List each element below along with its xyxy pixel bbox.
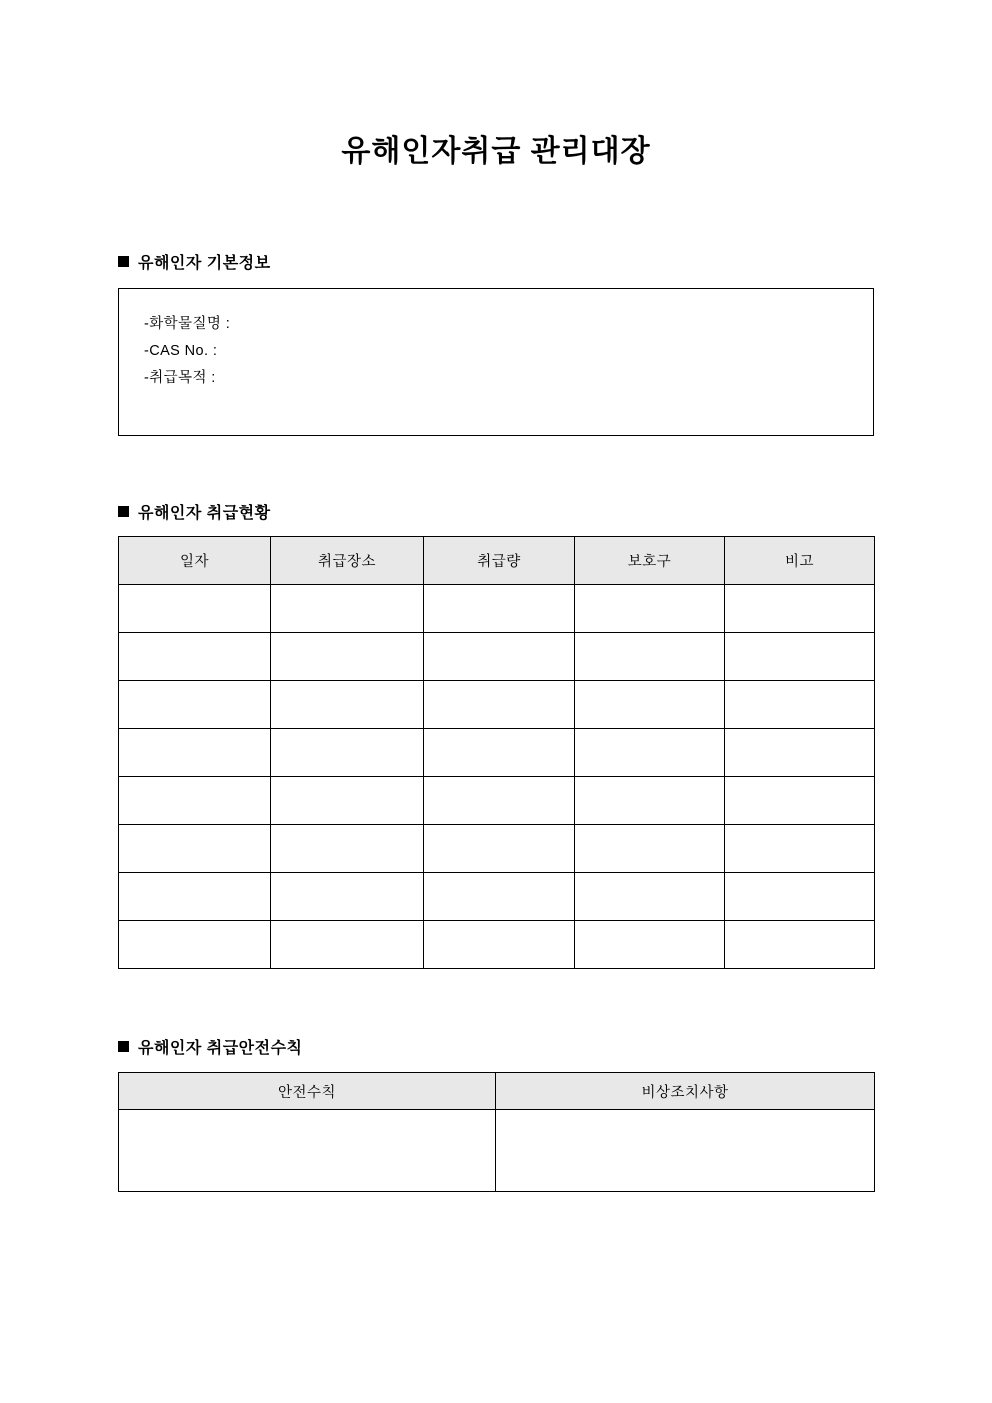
cell-place[interactable] — [271, 681, 424, 729]
cell-amount[interactable] — [424, 921, 575, 969]
table-header-row — [119, 1073, 875, 1110]
cell-ppe[interactable] — [575, 873, 725, 921]
square-bullet-icon — [118, 256, 129, 267]
table-row — [119, 825, 875, 873]
table-row — [119, 729, 875, 777]
cell-date[interactable] — [119, 873, 271, 921]
table-row — [119, 1110, 875, 1192]
cell-note[interactable] — [725, 825, 875, 873]
page-title: 유해인자취급 관리대장 — [341, 135, 651, 168]
table-row — [119, 681, 875, 729]
cell-note[interactable] — [725, 729, 875, 777]
cell-amount[interactable] — [424, 777, 575, 825]
cell-note[interactable] — [725, 921, 875, 969]
cell-place[interactable] — [271, 585, 424, 633]
cell-date[interactable] — [119, 921, 271, 969]
cell-date[interactable] — [119, 777, 271, 825]
basic-info-line-cas-no: -CAS No. : — [144, 343, 218, 359]
handling-status-table — [118, 536, 875, 969]
cell-amount[interactable] — [424, 633, 575, 681]
basic-info-box — [118, 288, 874, 436]
cell-date[interactable] — [119, 633, 271, 681]
square-bullet-icon — [118, 1041, 129, 1052]
cell-place[interactable] — [271, 873, 424, 921]
table-row — [119, 873, 875, 921]
table-row — [119, 633, 875, 681]
section-heading-label: 유해인자 취급현황 — [138, 505, 271, 522]
cell-place[interactable] — [271, 777, 424, 825]
cell-date[interactable] — [119, 729, 271, 777]
cell-amount[interactable] — [424, 825, 575, 873]
cell-amount[interactable] — [424, 681, 575, 729]
cell-ppe[interactable] — [575, 633, 725, 681]
cell-note[interactable] — [725, 873, 875, 921]
cell-ppe[interactable] — [575, 681, 725, 729]
section-heading-safety-rules — [118, 1035, 303, 1058]
column-header-place: 취급장소 — [271, 537, 424, 585]
safety-rules-table — [118, 1072, 875, 1192]
cell-place[interactable] — [271, 825, 424, 873]
cell-ppe[interactable] — [575, 585, 725, 633]
table-row — [119, 585, 875, 633]
cell-ppe[interactable] — [575, 825, 725, 873]
cell-safety-rule[interactable] — [119, 1110, 496, 1192]
column-header-note: 비고 — [725, 537, 875, 585]
table-row — [119, 777, 875, 825]
basic-info-line-chemical-name: -화학물질명 : — [144, 316, 231, 332]
cell-amount[interactable] — [424, 585, 575, 633]
cell-note[interactable] — [725, 777, 875, 825]
section-heading-handling-status — [118, 500, 271, 523]
column-header-emergency-action: 비상조치사항 — [496, 1073, 875, 1110]
cell-date[interactable] — [119, 825, 271, 873]
cell-place[interactable] — [271, 633, 424, 681]
column-header-safety-rule: 안전수칙 — [119, 1073, 496, 1110]
cell-ppe[interactable] — [575, 729, 725, 777]
cell-place[interactable] — [271, 921, 424, 969]
cell-emergency-action[interactable] — [496, 1110, 875, 1192]
cell-date[interactable] — [119, 681, 271, 729]
column-header-amount: 취급량 — [424, 537, 575, 585]
column-header-ppe: 보호구 — [575, 537, 725, 585]
cell-amount[interactable] — [424, 729, 575, 777]
cell-note[interactable] — [725, 681, 875, 729]
cell-note[interactable] — [725, 633, 875, 681]
section-heading-basic-info — [118, 250, 271, 273]
cell-ppe[interactable] — [575, 921, 725, 969]
table-header-row — [119, 537, 875, 585]
cell-note[interactable] — [725, 585, 875, 633]
section-heading-label: 유해인자 취급안전수칙 — [138, 1040, 303, 1057]
cell-amount[interactable] — [424, 873, 575, 921]
column-header-date: 일자 — [119, 537, 271, 585]
square-bullet-icon — [118, 506, 129, 517]
basic-info-line-purpose: -취급목적 : — [144, 370, 216, 386]
cell-ppe[interactable] — [575, 777, 725, 825]
section-heading-label: 유해인자 기본정보 — [138, 255, 271, 272]
cell-date[interactable] — [119, 585, 271, 633]
cell-place[interactable] — [271, 729, 424, 777]
table-row — [119, 921, 875, 969]
